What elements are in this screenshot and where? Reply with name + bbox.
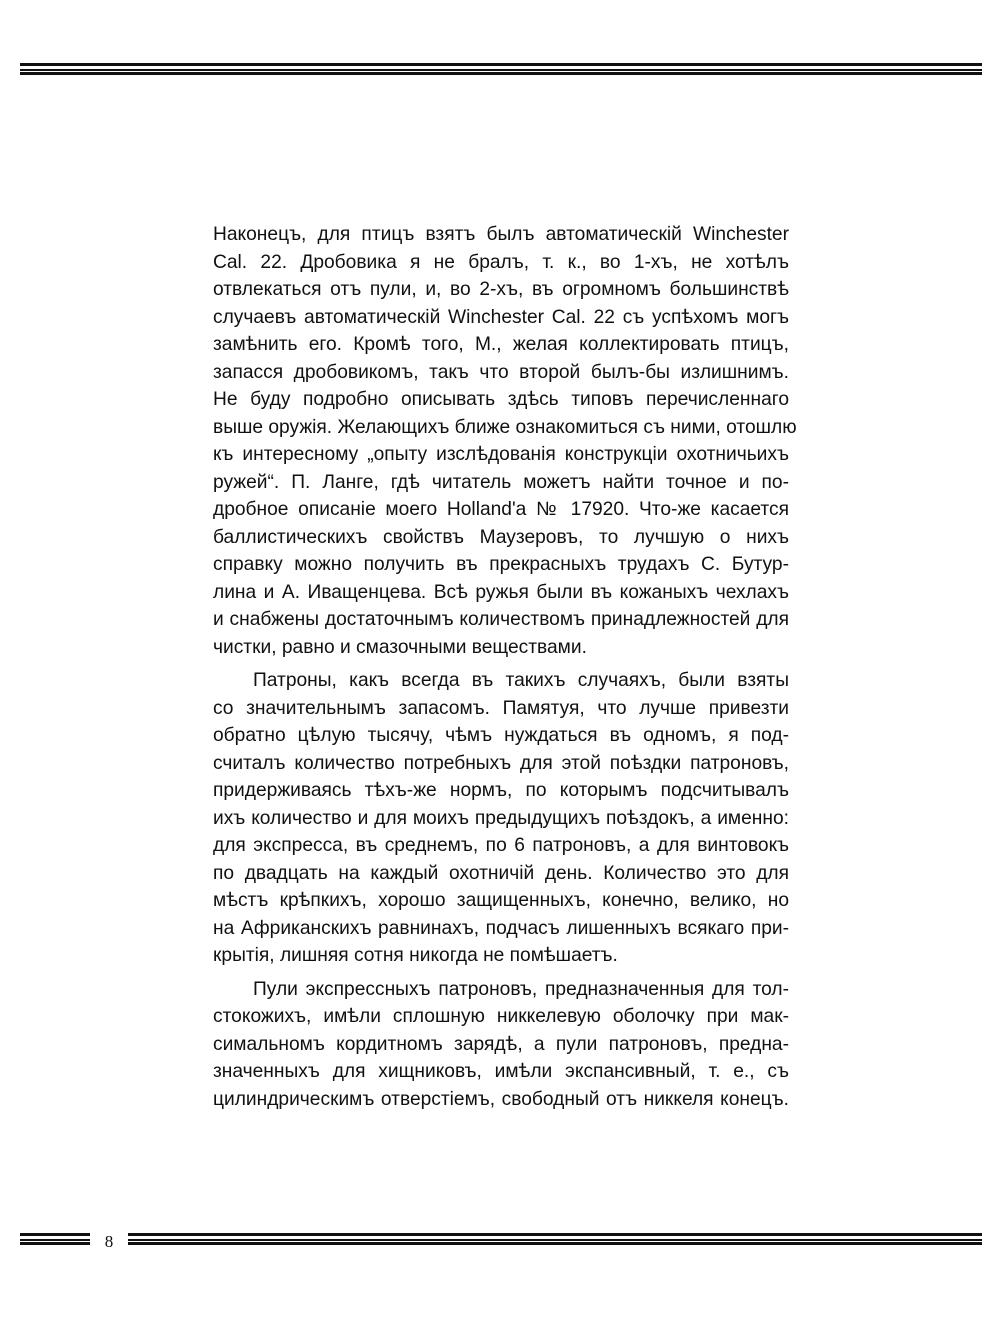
text-line: цилиндрическимъ отверстіемъ, свободный отъ никкеля конецъ. xyxy=(213,1088,789,1110)
paragraph-2 xyxy=(213,667,789,970)
text-line: случаевъ автоматическій Winchester Cal. 22 съ успѣхомъ могъ xyxy=(213,306,789,328)
text-line: къ интересному „опыту изслѣдованія конструкціи охотничьихъ xyxy=(213,444,789,465)
text-line: симальномъ кордитномъ зарядѣ, а пули патроновъ, предна- xyxy=(213,1033,789,1055)
text-line: придерживаясь тѣхъ-же нормъ, по которымъ подсчитывалъ xyxy=(213,780,789,801)
text-line: Не буду подробно описывать здѣсь типовъ перечисленнаго xyxy=(213,389,789,410)
body-text xyxy=(213,221,797,1119)
text-line: обратно цѣлую тысячу, чѣмъ нуждаться въ одномъ, я под- xyxy=(213,725,789,746)
text-line: баллистическихъ свойствъ Маузеровъ, то лучшую о нихъ xyxy=(213,526,789,548)
paragraph-3 xyxy=(213,976,789,1114)
footer-rule-left xyxy=(20,1233,90,1245)
text-line: на Африканскихъ равнинахъ, подчасъ лишенныхъ всякаго при- xyxy=(213,917,789,939)
text-line: замѣнить его. Кромѣ того, М., желая коллектировать птицъ, xyxy=(213,334,789,355)
text-line: считалъ количество потребныхъ для этой поѣздки патроновъ, xyxy=(213,752,789,774)
text-line: справку можно получить въ прекрасныхъ трудахъ С. Бутур- xyxy=(213,554,789,575)
paragraph-1 xyxy=(213,221,797,661)
text-line: ружей“. П. Ланге, гдѣ читатель можетъ найти точное и по- xyxy=(213,471,789,493)
text-line: по двадцать на каждый охотничій день. Количество это для xyxy=(213,862,789,884)
text-line: значенныхъ для хищниковъ, имѣли экспансивный, т. е., съ xyxy=(213,1061,789,1082)
text-line: Cal. 22. Дробовика я не бралъ, т. к., во 1-хъ, не хотѣлъ xyxy=(213,251,789,273)
text-line: стокожихъ, имѣли сплошную никкелевую оболочку при мак- xyxy=(213,1006,789,1027)
text-line: мѣстъ крѣпкихъ, хорошо защищенныхъ, конечно, велико, но xyxy=(213,890,789,911)
text-line: Пули экспрессныхъ патроновъ, предназначенныя для тол- xyxy=(253,978,789,1000)
text-line: для экспресса, въ среднемъ, по 6 патроновъ, а для винтовокъ xyxy=(213,835,789,856)
text-line: чистки, равно и смазочными веществами. xyxy=(213,636,587,658)
text-line: отвлекаться отъ пули, и, во 2-хъ, въ огромномъ большинствѣ xyxy=(213,279,789,300)
text-line: Патроны, какъ всегда въ такихъ случаяхъ, были взяты xyxy=(253,670,789,691)
text-line: выше оружія. Желающихъ ближе ознакомиться съ ними, отошлю xyxy=(213,416,797,438)
text-line: крытія, лишняя сотня никогда не помѣшаетъ. xyxy=(213,945,618,966)
text-line: Наконецъ, для птицъ взятъ былъ автоматическій Winchester xyxy=(213,224,789,245)
text-line: дробное описаніе моего Holland'a № 17920. Что-же касается xyxy=(213,499,789,520)
text-line: лина и А. Иващенцева. Всѣ ружья были въ кожаныхъ чехлахъ xyxy=(213,581,789,603)
footer-rule-right xyxy=(128,1233,982,1245)
text-line: и снабжены достаточнымъ количествомъ принадлежностей для xyxy=(213,609,789,630)
text-line: со значительнымъ запасомъ. Памятуя, что лучше привезти xyxy=(213,697,789,719)
text-line: ихъ количество и для моихъ предыдущихъ поѣздокъ, а именно: xyxy=(213,807,789,829)
text-line: запасся дробовикомъ, такъ что второй былъ-бы излишнимъ. xyxy=(213,361,789,383)
page-number: 8 xyxy=(104,1232,114,1251)
top-rule xyxy=(20,63,982,75)
